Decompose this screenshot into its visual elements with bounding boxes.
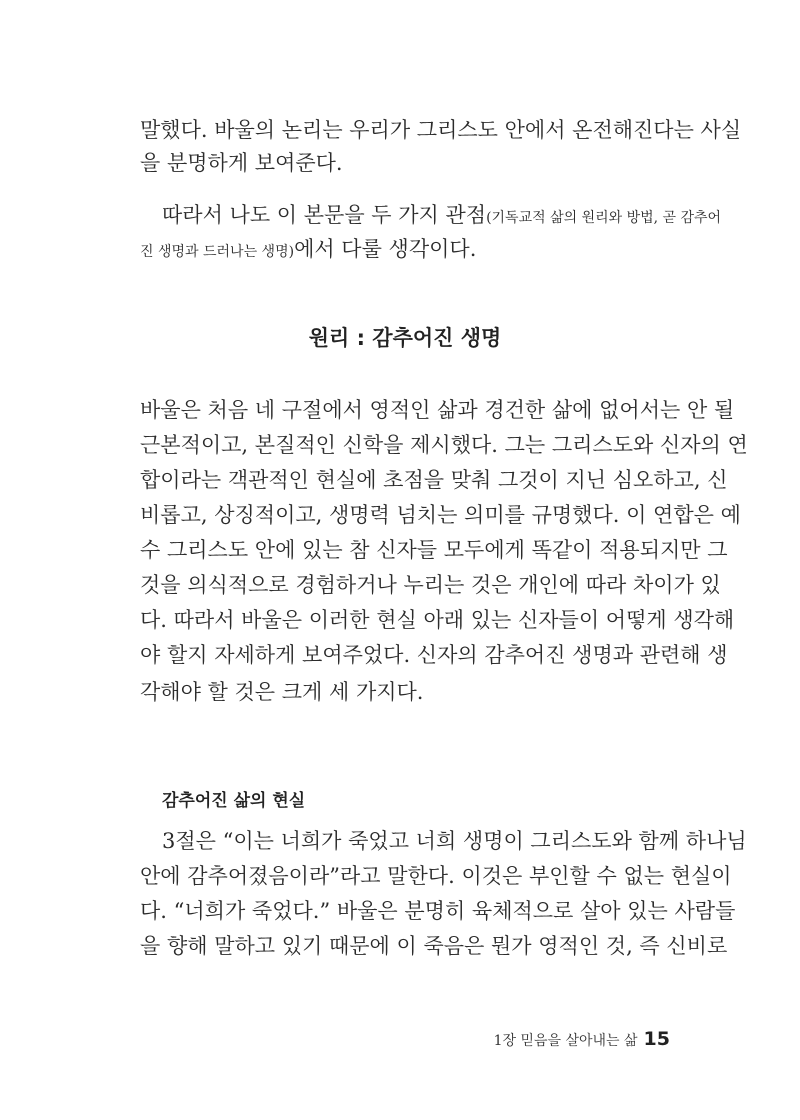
intro-line-4-main: 에서 다룰 생각이다. [294, 237, 477, 261]
intro-line-4 [140, 234, 670, 267]
body-line-5: 수 그리스도 안에 있는 참 신자들 모두에게 똑같이 적용되지만 그 [140, 538, 728, 562]
subheading: 감추어진 삶의 현실 [162, 791, 306, 811]
book-page [140, 0, 748, 1120]
intro-line-2: 을 분명하게 보여준다. [140, 151, 343, 175]
body-line-9: 각해야 할 것은 크게 세 가지다. [140, 680, 424, 704]
sub-line-3: 다. “너희가 죽었다.” 바울은 분명히 육체적으로 살아 있는 사람들 [140, 899, 736, 923]
intro-line-3-main: 따라서 나도 이 본문을 두 가지 관점 [162, 203, 487, 227]
page-footer [494, 1026, 670, 1054]
sub-line-4: 을 향해 말하고 있기 때문에 이 죽음은 뭔가 영적인 것, 즉 신비로 [140, 934, 728, 958]
body-line-3: 합이라는 객관적인 현실에 초점을 맞춰 그것이 지닌 심오하고, 신 [140, 468, 728, 492]
intro-line-3-note: (기독교적 삶의 원리와 방법, 곧 감추어 [486, 210, 722, 226]
body-line-4: 비롭고, 상징적이고, 생명력 넘치는 의미를 규명했다. 이 연합은 예 [140, 503, 741, 527]
sub-line-2: 안에 감추어졌음이라”라고 말한다. 이것은 부인할 수 없는 현실이 [140, 864, 732, 888]
intro-line-4-note: 진 생명과 드러나는 생명) [140, 244, 295, 260]
body-line-7: 다. 따라서 바울은 이러한 현실 아래 있는 신자들이 어떻게 생각해 [140, 608, 735, 632]
body-line-8: 야 할지 자세하게 보여주었다. 신자의 감추어진 생명과 관련해 생 [140, 643, 728, 667]
body-line-6: 것을 의식적으로 경험하거나 누리는 것은 개인에 따라 차이가 있 [140, 573, 721, 597]
section-heading: 원리 : 감추어진 생명 [308, 326, 502, 350]
body-line-1: 바울은 처음 네 구절에서 영적인 삶과 경건한 삶에 없어서는 안 될 [140, 398, 735, 422]
footer-chapter-title: 1장 믿음을 살아내는 삶 [493, 1033, 638, 1049]
intro-line-1: 말했다. 바울의 논리는 우리가 그리스도 안에서 온전해진다는 사실 [140, 118, 742, 142]
page-number: 15 [643, 1028, 670, 1050]
body-line-2: 근본적이고, 본질적인 신학을 제시했다. 그는 그리스도와 신자의 연 [140, 433, 748, 457]
sub-line-1: 3절은 “이는 너희가 죽었고 너희 생명이 그리스도와 함께 하나님 [162, 829, 747, 853]
intro-line-3 [140, 200, 722, 233]
